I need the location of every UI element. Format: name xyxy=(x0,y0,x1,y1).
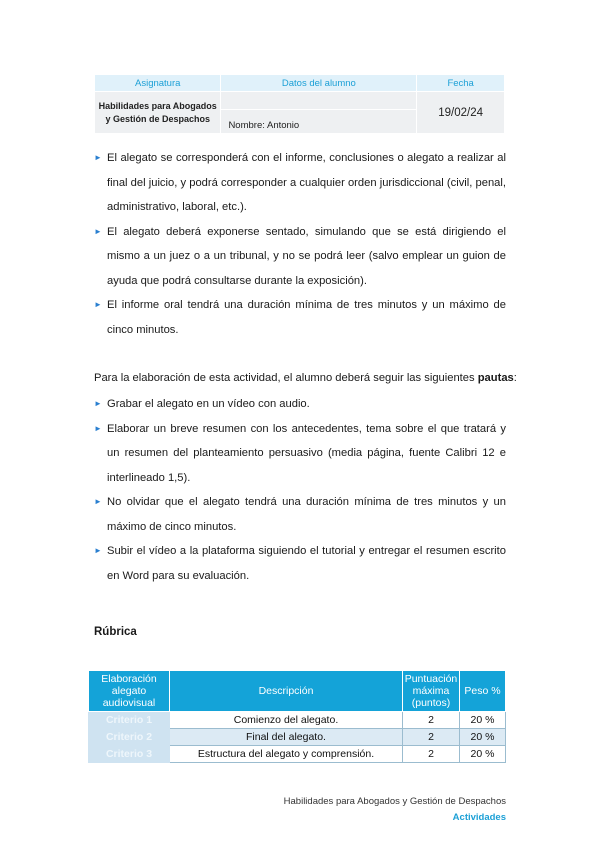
intro-end: : xyxy=(513,372,517,384)
table-row xyxy=(89,746,506,763)
rubric-header-row xyxy=(89,671,506,712)
guidelines-list xyxy=(94,392,506,588)
rubric-col-criterion: Elaboración alegato audiovisual xyxy=(89,671,170,712)
rubric-table xyxy=(88,670,506,763)
header-row-labels xyxy=(95,75,505,92)
list-item-text: Subir el vídeo a la plataforma siguiendo el tutorial y entregar el resumen escrito en Word para su evaluación. xyxy=(107,545,506,582)
subject-value: Habilidades para Abogados y Gestión de Despachos xyxy=(95,92,221,134)
weight-cell: 20 % xyxy=(460,712,506,729)
description-cell: Final del alegato. xyxy=(170,729,403,746)
footer-subject: Habilidades para Abogados y Gestión de Despachos xyxy=(283,796,506,807)
list-item xyxy=(94,490,506,539)
triangle-right-icon: ► xyxy=(94,423,102,433)
description-cell: Estructura del alegato y comprensión. xyxy=(170,746,403,763)
footer-section: Actividades xyxy=(452,812,506,823)
list-item xyxy=(94,146,506,220)
list-item-text: Elaborar un breve resumen con los antecedentes, tema sobre el que tratará y un resumen del planteamiento persuasivo (media página, fuente Calibri 12 e interlineado 1,5). xyxy=(107,422,506,484)
header-row-values-1 xyxy=(95,92,505,110)
points-cell: 2 xyxy=(403,712,460,729)
triangle-right-icon: ► xyxy=(94,153,102,162)
weight-cell: 20 % xyxy=(460,729,506,746)
header-table xyxy=(94,74,505,134)
student-name: Nombre: Antonio xyxy=(221,110,417,134)
rubric-col-weight: Peso % xyxy=(460,671,506,712)
header-label-subject: Asignatura xyxy=(95,75,221,92)
intro-bold: pautas xyxy=(477,372,514,384)
table-row xyxy=(89,712,506,729)
header-label-student: Datos del alumno xyxy=(221,75,417,92)
header-label-date: Fecha xyxy=(417,75,505,92)
list-item-text: No olvidar que el alegato tendrá una duración mínima de tres minutos y un máximo de cinco minutos. xyxy=(107,496,506,533)
list-item-text: El alegato deberá exponerse sentado, simulando que se está dirigiendo el mismo a un juez o a un tribunal, y no se podrá leer (salvo emplear un guion de ayuda que podrá consultarse durante la exposición). xyxy=(107,225,506,287)
triangle-right-icon: ► xyxy=(94,226,102,236)
instructions-list xyxy=(94,146,506,342)
date-value: 19/02/24 xyxy=(417,92,505,134)
triangle-right-icon: ► xyxy=(94,546,102,555)
triangle-right-icon: ► xyxy=(94,399,102,408)
list-item-text: El informe oral tendrá una duración mínima de tres minutos y un máximo de cinco minutos. xyxy=(107,299,506,336)
description-cell: Comienzo del alegato. xyxy=(170,712,403,729)
list-item xyxy=(94,220,506,294)
criterion-cell: Criterio 3 xyxy=(89,746,170,763)
intro-text: Para la elaboración de esta actividad, el alumno deberá seguir las siguientes xyxy=(94,372,478,384)
points-cell: 2 xyxy=(403,729,460,746)
triangle-right-icon: ► xyxy=(94,497,102,506)
list-item xyxy=(94,392,506,417)
rubric-col-description: Descripción xyxy=(170,671,403,712)
list-item-text: Grabar el alegato en un vídeo con audio. xyxy=(107,398,310,410)
criterion-cell: Criterio 1 xyxy=(89,712,170,729)
list-item xyxy=(94,293,506,342)
list-item-text: El alegato se corresponderá con el informe, conclusiones o alegato a realizar al final del juicio, y podrá corresponder a cualquier orden jurisdiccional (civil, penal, administrativo, laboral, etc.). xyxy=(107,152,506,213)
list-item xyxy=(94,417,506,491)
points-cell: 2 xyxy=(403,746,460,763)
criterion-cell: Criterio 2 xyxy=(89,729,170,746)
student-blank-cell xyxy=(221,92,417,110)
table-row xyxy=(89,729,506,746)
guidelines-intro xyxy=(94,372,517,384)
rubric-title: Rúbrica xyxy=(94,626,137,638)
list-item xyxy=(94,539,506,588)
triangle-right-icon: ► xyxy=(94,300,102,309)
rubric-col-points: Puntuación máxima (puntos) xyxy=(403,671,460,712)
weight-cell: 20 % xyxy=(460,746,506,763)
